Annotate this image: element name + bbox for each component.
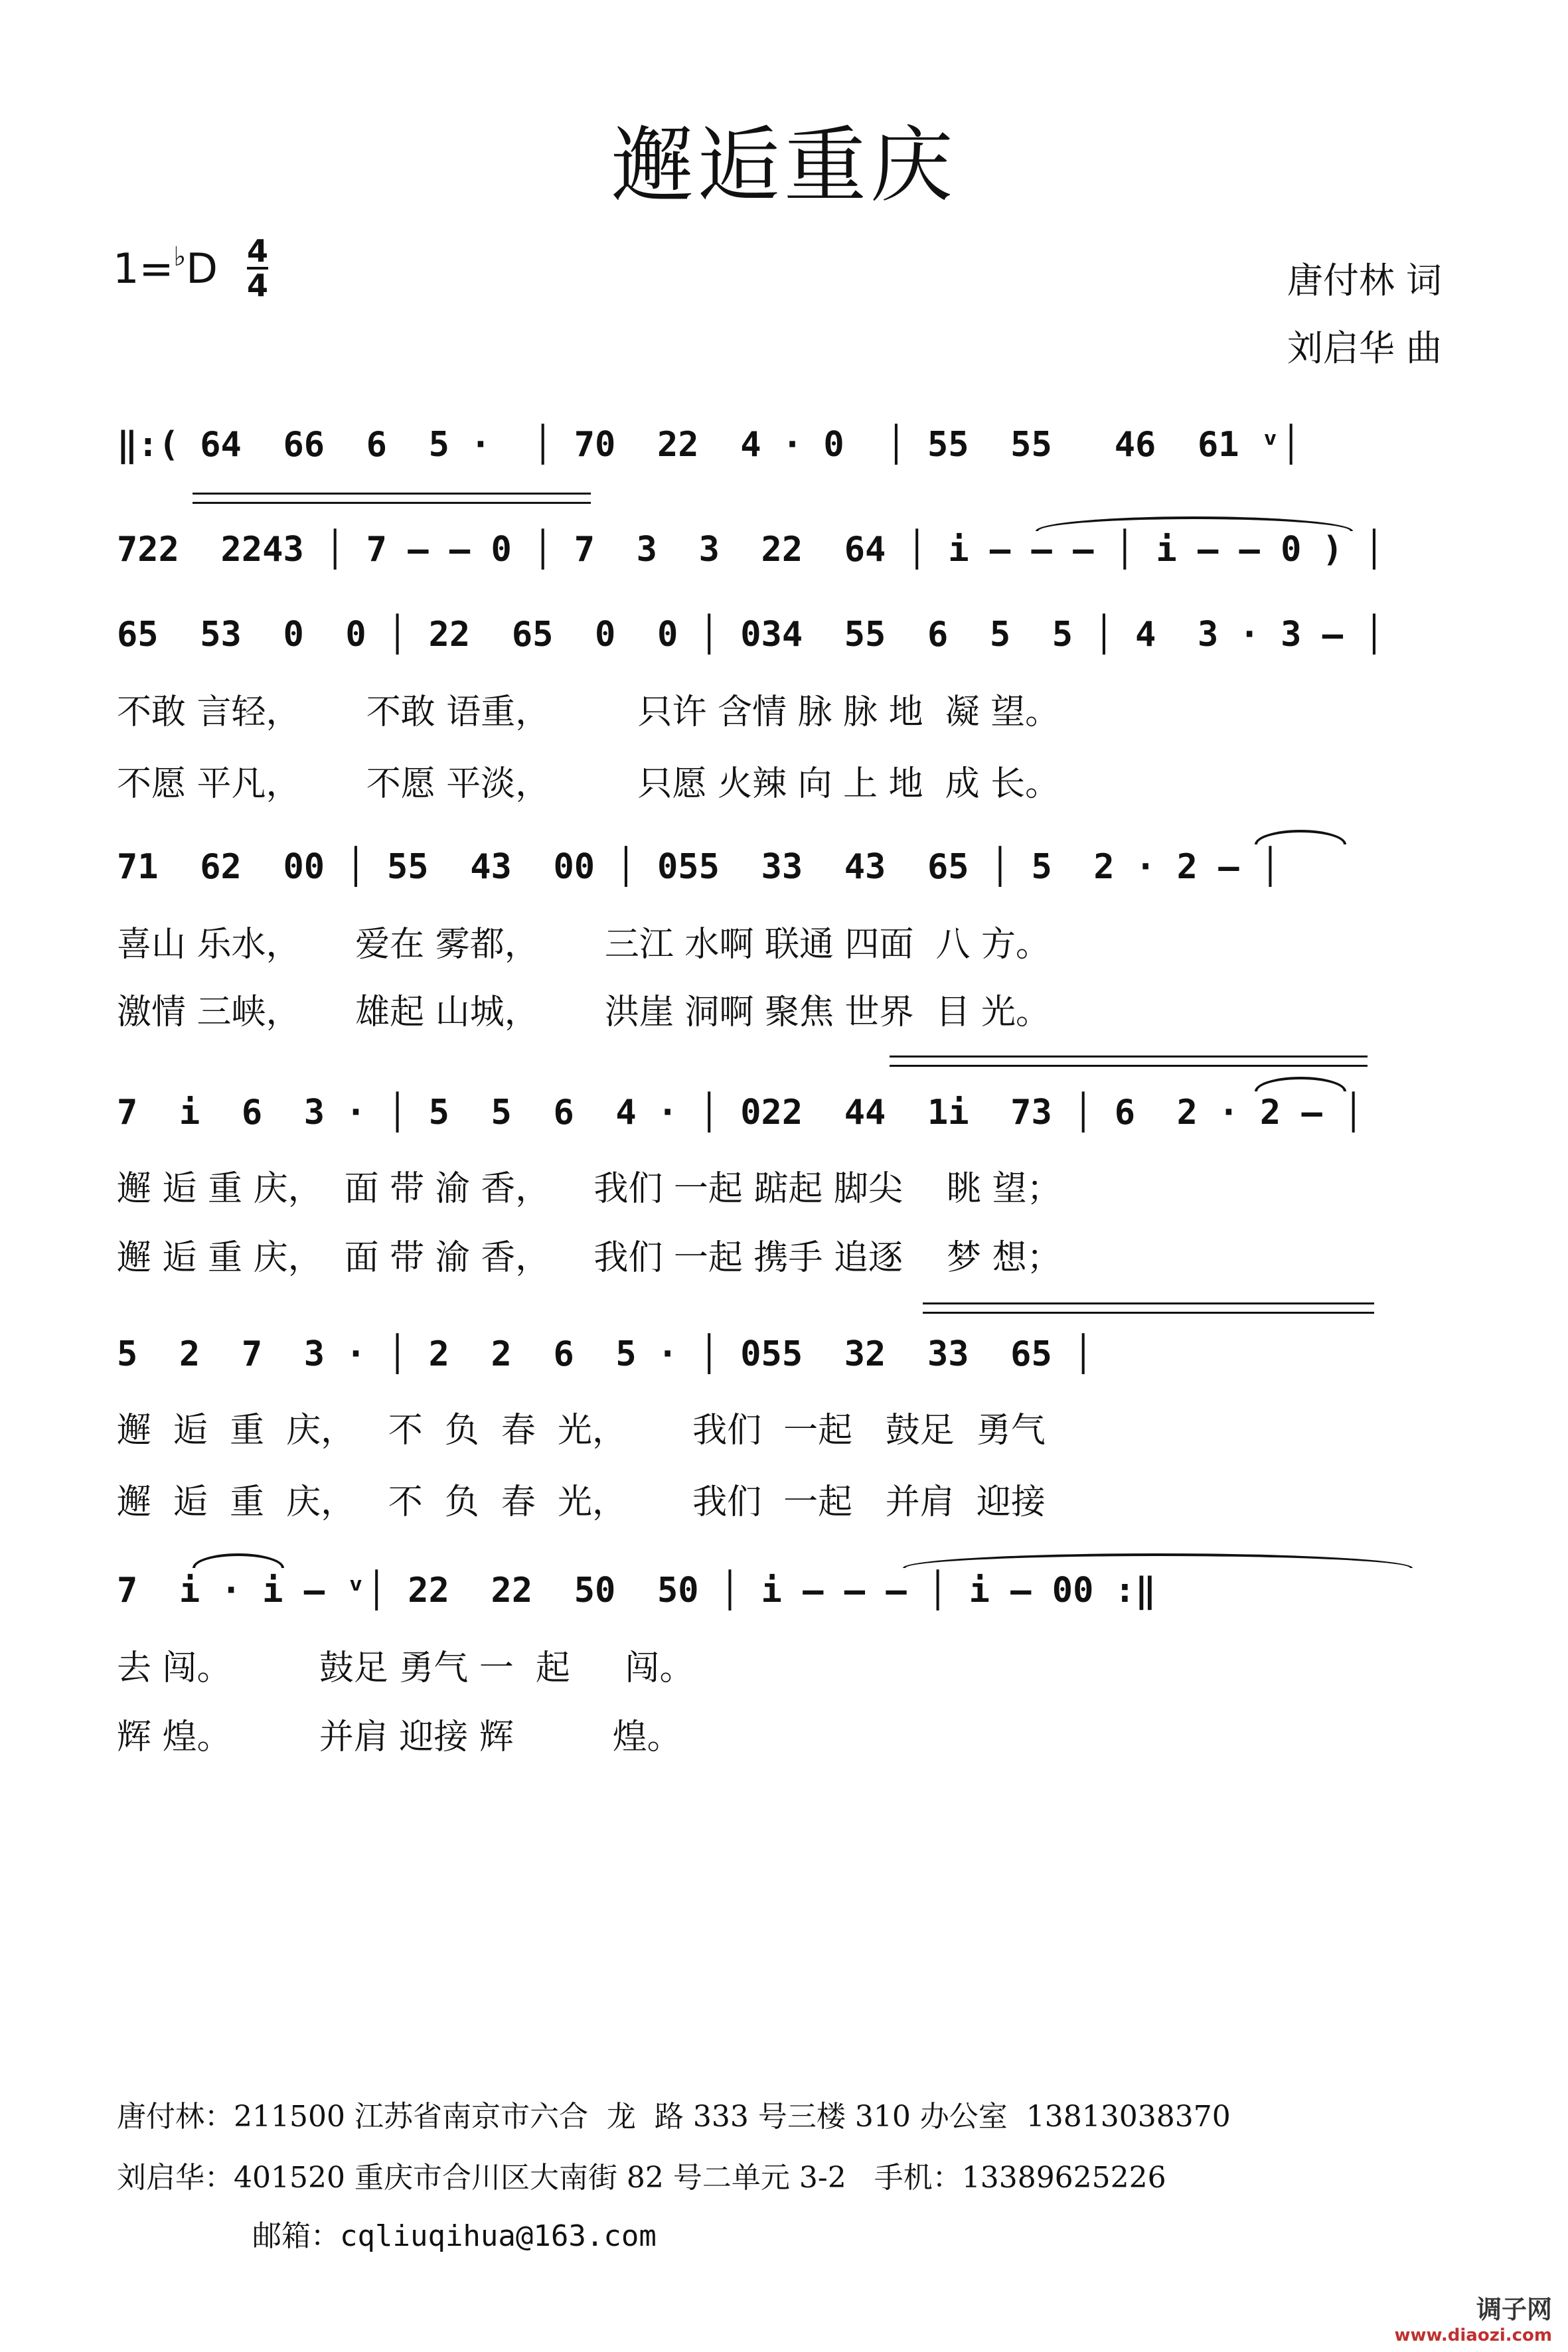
score-row-1: ‖:( 64 66 6 5 · │ 70 22 4 · 0 │ 55 55 46 61 ᵛ│ [117, 425, 1302, 465]
contact-lyricist: 唐付林：211500 江苏省南京市六合 龙 路 333 号三楼 310 办公室 13813038370 [117, 2100, 1231, 2134]
tie-arc [1036, 516, 1353, 531]
crescendo-line-2 [193, 502, 591, 504]
lyric-row-4-verse-2: 激情 三峡， 雄起 山城， 洪崖 洞啊 聚焦 世界 目 光。 [117, 992, 1051, 1032]
tie-arc [1255, 830, 1346, 844]
lyric-row-6-verse-2: 邂 逅 重 庆， 不 负 春 光， 我们 一起 并肩 迎接 [117, 1482, 1046, 1522]
crescendo-line [890, 1056, 1368, 1058]
crescendo-line [923, 1302, 1374, 1304]
crescendo-line-2 [923, 1312, 1374, 1314]
site-watermark [1395, 2289, 1553, 2345]
score-row-4: 71 62 00 │ 55 43 00 │ 055 33 43 65 │ 5 2 · 2 — │ [117, 847, 1281, 887]
watermark-name: 调子网 [1476, 2295, 1552, 2324]
watermark-url: www.diaozi.com [1394, 2325, 1552, 2345]
lyric-row-7-verse-2: 辉 煌。 并肩 迎接 辉 煌。 [117, 1717, 682, 1757]
lyric-row-6-verse-1: 邂 逅 重 庆， 不 负 春 光， 我们 一起 鼓足 勇气 [117, 1411, 1046, 1450]
score-row-6: 5 2 7 3 · │ 2 2 6 5 · │ 055 32 33 65 │ [117, 1334, 1094, 1374]
contact-email: 邮箱：cqliuqihua@163.com [252, 2219, 657, 2253]
tie-arc [903, 1553, 1413, 1568]
crescendo-line-2 [890, 1065, 1368, 1067]
time-signature: 4 4 [247, 233, 269, 303]
score-row-5: 7 i 6 3 · │ 5 5 6 4 · │ 022 44 1i 73 │ 6 2 · 2 — │ [117, 1093, 1364, 1133]
score-row-2: 722 2243 │ 7 — — 0 │ 7 3 3 22 64 │ i — — — │ i — — 0 ) │ [117, 530, 1385, 570]
composer-credit: 刘启华 曲 [1287, 327, 1442, 369]
lyric-row-3-verse-1: 不敢 言轻， 不敢 语重， 只许 含情 脉 脉 地 凝 望。 [117, 692, 1060, 732]
contact-composer: 刘启华：401520 重庆市合川区大南街 82 号二单元 3-2 手机：13389625226 [117, 2161, 1166, 2195]
score-row-7: 7 i · i — ᵛ│ 22 22 50 50 │ i — — — │ i — 00 :‖ [117, 1571, 1156, 1610]
crescendo-line [193, 493, 591, 495]
tie-arc [193, 1553, 284, 1568]
lyric-row-7-verse-1: 去 闯。 鼓足 勇气 一 起 闯。 [117, 1648, 694, 1688]
tie-arc [1255, 1077, 1346, 1091]
score-row-3: 65 53 0 0 │ 22 65 0 0 │ 034 55 6 5 5 │ 4 3 · 3 — │ [117, 615, 1385, 655]
lyric-row-5-verse-1: 邂 逅 重 庆， 面 带 渝 香， 我们 一起 踮起 脚尖 眺 望； [117, 1169, 1061, 1209]
key-signature: 1=♭D [113, 242, 218, 293]
lyric-row-5-verse-2: 邂 逅 重 庆， 面 带 渝 香， 我们 一起 携手 追逐 梦 想； [117, 1238, 1061, 1278]
lyric-row-3-verse-2: 不愿 平凡， 不愿 平淡， 只愿 火辣 向 上 地 成 长。 [117, 764, 1060, 804]
lyricist-credit: 唐付林 词 [1287, 260, 1442, 301]
song-title: 邂逅重庆 [611, 118, 957, 214]
lyric-row-4-verse-1: 喜山 乐水， 爱在 雾都， 三江 水啊 联通 四面 八 方。 [117, 925, 1051, 965]
